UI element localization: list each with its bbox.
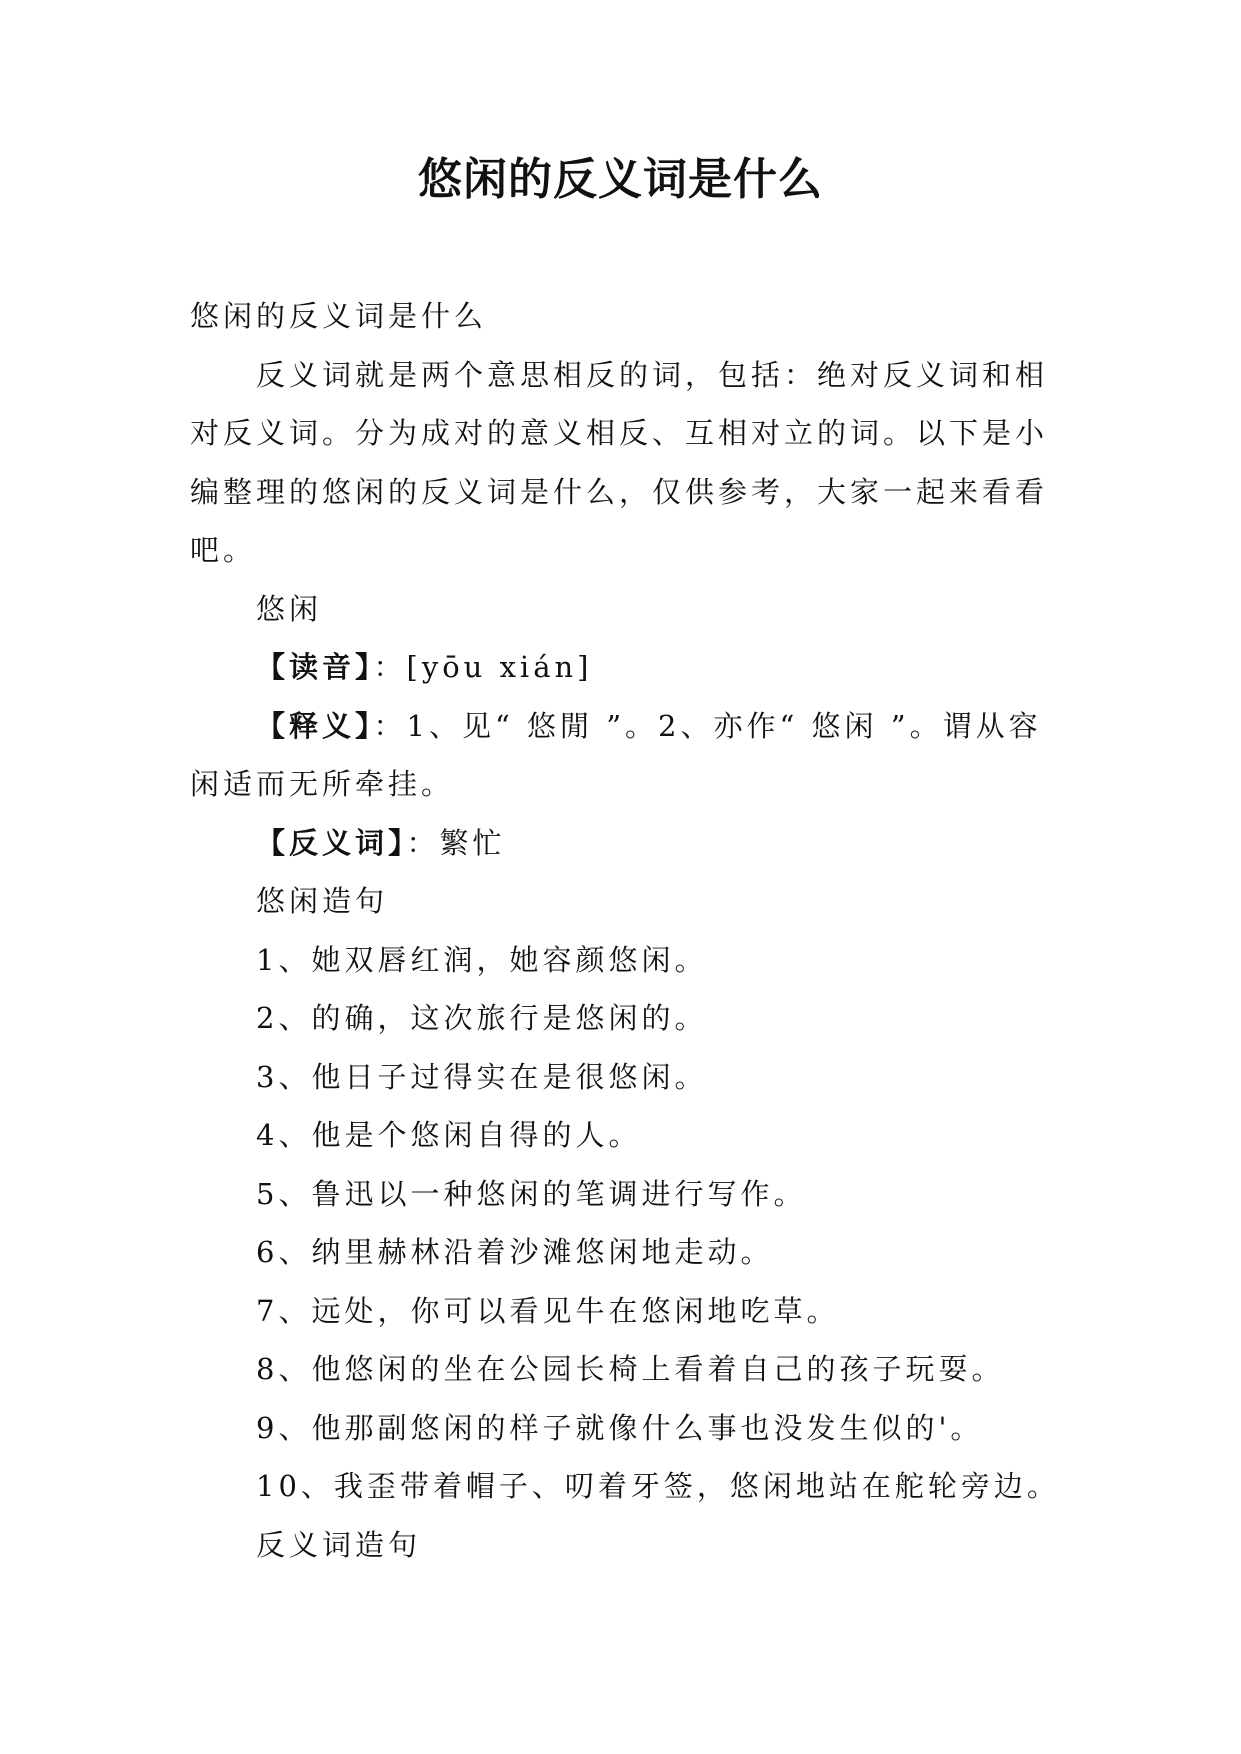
- intro-paragraph: 反义词就是两个意思相反的词，包括：绝对反义词和相对反义词。分为成对的意义相反、互相对立的词。以下是小编整理的悠闲的反义词是什么，仅供参考，大家一起来看看吧。: [190, 357, 1049, 567]
- sentence-item: 2、的确，这次旅行是悠闲的。: [256, 1001, 708, 1035]
- heading-line: 悠闲的反义词是什么: [190, 299, 488, 333]
- pronunciation-line: [190, 638, 1070, 697]
- pronunciation-label: 【读音】: [256, 650, 374, 684]
- meaning-label: 【释义】: [256, 708, 374, 743]
- pronunciation-value: ：[yōu xián]: [373, 650, 593, 684]
- meaning-line: [190, 697, 1070, 814]
- antonym-sentences-heading: 反义词造句: [256, 1527, 422, 1562]
- document-title: 悠闲的反义词是什么: [418, 154, 823, 205]
- sentence-item: 8、他悠闲的坐在公园长椅上看着自己的孩子玩耍。: [256, 1352, 1005, 1386]
- sentence-item: 10、我歪带着帽子、叨着牙签，悠闲地站在舵轮旁边。: [256, 1469, 1060, 1503]
- document-body: [190, 287, 1070, 1574]
- sentence-item: 9、他那副悠闲的样子就像什么事也没发生似的'。: [256, 1410, 984, 1445]
- antonym-value: ：繁忙: [406, 825, 506, 860]
- sentences-heading: 悠闲造句: [256, 884, 389, 918]
- meaning-value: ：1、见“ 悠閒 ”。2、亦作“ 悠闲 ”。谓从容闲适而无所牵挂。: [190, 708, 1042, 801]
- sentence-item: 7、远处，你可以看见牛在悠闲地吃草。: [256, 1293, 840, 1328]
- antonym-label: 【反义词】: [256, 825, 407, 860]
- sentence-item: 5、鲁迅以一种悠闲的笔调进行写作。: [256, 1176, 807, 1211]
- antonym-line: [190, 814, 1070, 873]
- sentence-item: 4、他是个悠闲自得的人。: [256, 1118, 642, 1152]
- sentence-item: 6、纳里赫林沿着沙滩悠闲地走动。: [256, 1235, 774, 1269]
- word-entry: 悠闲: [256, 591, 323, 626]
- sentence-item: 1、她双唇红润，她容颜悠闲。: [256, 942, 708, 977]
- sentence-item: 3、他日子过得实在是很悠闲。: [256, 1059, 708, 1094]
